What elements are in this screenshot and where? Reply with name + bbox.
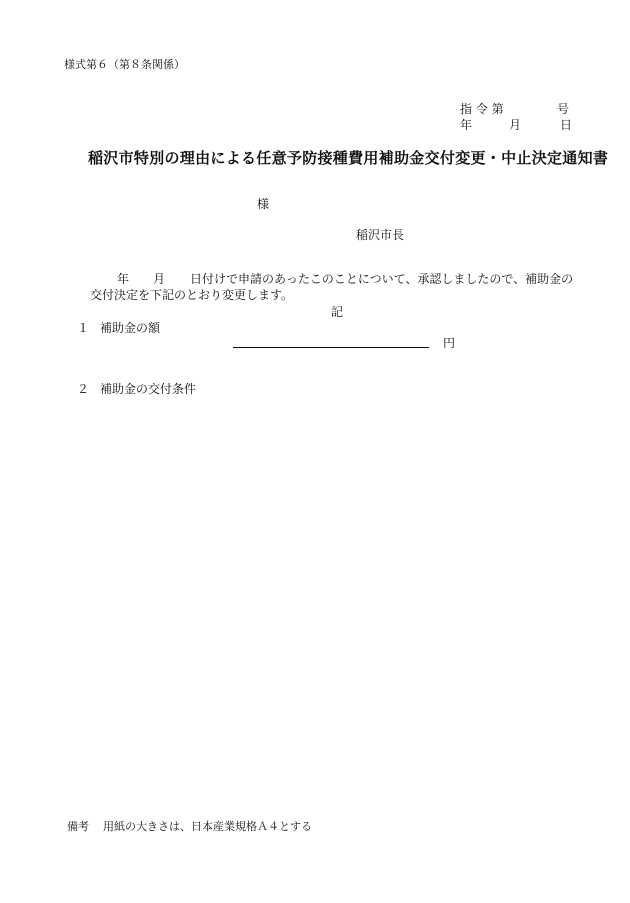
item-number: １ (77, 321, 90, 335)
addressee-suffix: 様 (257, 197, 270, 211)
amount-underline (233, 347, 429, 348)
form-label: 様式第６（第８条関係） (64, 58, 185, 71)
ki-heading: 記 (331, 305, 344, 319)
item-label-conditions: 補助金の交付条件 (100, 382, 197, 396)
date-year-label: 年 (460, 118, 473, 132)
body-line-2: 交付決定を下記のとおり変更します。 (90, 288, 294, 302)
footnote-label: 備考 (67, 820, 89, 833)
document-title: 稲沢市特別の理由による任意予防接種費用補助金交付変更・中止決定通知書 (88, 149, 609, 167)
amount-unit: 円 (443, 336, 456, 350)
item-number: ２ (77, 382, 90, 396)
date-month-label: 月 (509, 118, 522, 132)
body-year-label: 年 (117, 272, 130, 286)
body-line-1: 日付けで申請のあったこのことについて、承認しましたので、補助金の (190, 272, 574, 286)
body-month-label: 月 (153, 272, 166, 286)
notice-number-suffix: 号 (557, 102, 570, 116)
issuer-name: 稲沢市長 (356, 228, 405, 242)
footnote-text: 用紙の大きさは、日本産業規格Ａ４とする (103, 820, 312, 833)
item-label-subsidy-amount: 補助金の額 (100, 321, 161, 335)
date-day-label: 日 (560, 118, 573, 132)
notice-number-prefix: 指 令 第 (460, 102, 504, 116)
